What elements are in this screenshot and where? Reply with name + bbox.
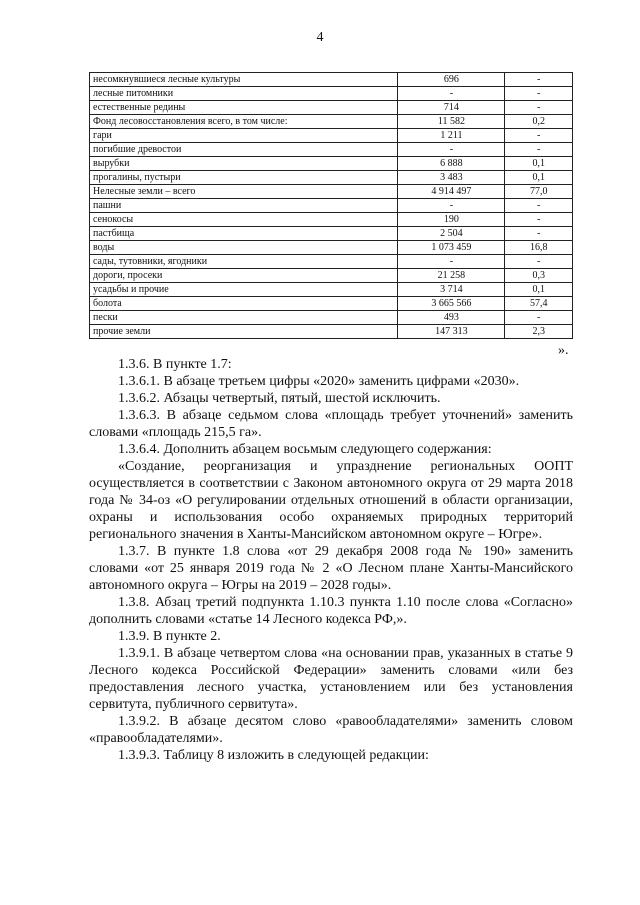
table-row bbox=[90, 227, 573, 241]
paragraph: 1.3.6.1. В абзаце третьем цифры «2020» заменить цифрами «2030». bbox=[118, 374, 520, 389]
table-row bbox=[90, 213, 573, 227]
table-row bbox=[90, 199, 573, 213]
row-name-cell: пастбища bbox=[90, 227, 398, 241]
paragraph: 1.3.6.3. В абзаце седьмом слова «площадь требует уточнений» заменить словами «площадь 215,5 га». bbox=[89, 408, 573, 440]
table-row bbox=[90, 255, 573, 269]
row-percent-cell: 57,4 bbox=[505, 297, 573, 311]
row-percent-cell: - bbox=[505, 143, 573, 157]
table-row bbox=[90, 157, 573, 171]
row-percent-cell: - bbox=[505, 73, 573, 87]
row-percent-cell: - bbox=[505, 311, 573, 325]
table-row bbox=[90, 325, 573, 339]
row-area-cell: - bbox=[398, 199, 505, 213]
row-area-cell: 3 714 bbox=[398, 283, 505, 297]
row-area-cell: 6 888 bbox=[398, 157, 505, 171]
row-area-cell: 147 313 bbox=[398, 325, 505, 339]
table-row bbox=[90, 241, 573, 255]
row-percent-cell: - bbox=[505, 87, 573, 101]
row-percent-cell: 16,8 bbox=[505, 241, 573, 255]
row-percent-cell: - bbox=[505, 129, 573, 143]
amendment-text bbox=[89, 356, 573, 764]
paragraph: 1.3.7. В пункте 1.8 слова «от 29 декабря 2008 года № 190» заменить словами «от 25 января 2019 года № 2 «О Лесном плане Ханты-Мансийского автономного округа – Югры на 2019 – 2028 годы». bbox=[89, 544, 573, 593]
row-area-cell: 714 bbox=[398, 101, 505, 115]
row-name-cell: Фонд лесовосстановления всего, в том числе: bbox=[90, 115, 398, 129]
table-row bbox=[90, 311, 573, 325]
row-percent-cell: 0,2 bbox=[505, 115, 573, 129]
row-name-cell: несомкнувшиеся лесные культуры bbox=[90, 73, 398, 87]
row-area-cell: 3 483 bbox=[398, 171, 505, 185]
paragraph: 1.3.9.1. В абзаце четвертом слова «на основании прав, указанных в статье 9 Лесного кодекса Российской Федерации» заменить словами «или без предоставления лесного участка, установлением или без установления сервитута, публичного сервитута». bbox=[89, 646, 573, 712]
row-percent-cell: - bbox=[505, 199, 573, 213]
row-name-cell: усадьбы и прочие bbox=[90, 283, 398, 297]
row-area-cell: - bbox=[398, 87, 505, 101]
row-percent-cell: 2,3 bbox=[505, 325, 573, 339]
row-area-cell: 11 582 bbox=[398, 115, 505, 129]
row-area-cell: 3 665 566 bbox=[398, 297, 505, 311]
row-name-cell: сады, тутовники, ягодники bbox=[90, 255, 398, 269]
table-row bbox=[90, 283, 573, 297]
row-area-cell: - bbox=[398, 255, 505, 269]
paragraph: 1.3.8. Абзац третий подпункта 1.10.3 пункта 1.10 после слова «Согласно» дополнить словами «статье 14 Лесного кодекса РФ,». bbox=[89, 595, 573, 627]
paragraph: 1.3.6. В пункте 1.7: bbox=[118, 357, 232, 372]
row-name-cell: воды bbox=[90, 241, 398, 255]
table-row bbox=[90, 87, 573, 101]
paragraph: 1.3.9.3. Таблицу 8 изложить в следующей редакции: bbox=[118, 748, 429, 763]
table-row bbox=[90, 115, 573, 129]
land-fund-table bbox=[89, 72, 573, 339]
row-name-cell: прочие земли bbox=[90, 325, 398, 339]
row-area-cell: 696 bbox=[398, 73, 505, 87]
paragraph: 1.3.6.4. Дополнить абзацем восьмым следующего содержания: bbox=[118, 442, 492, 457]
paragraph: «Создание, реорганизация и упразднение региональных ООПТ осуществляется в соответствии с Законом автономного округа от 29 марта 2018 года № 34-оз «О регулировании отдельных отношений в области организации, охраны и использования особо охраняемых природных территорий регионального значения в Ханты-Мансийском автономном округе – Югре». bbox=[89, 459, 573, 542]
paragraph: 1.3.9. В пункте 2. bbox=[118, 629, 221, 644]
table-row bbox=[90, 101, 573, 115]
row-name-cell: вырубки bbox=[90, 157, 398, 171]
row-name-cell: пашни bbox=[90, 199, 398, 213]
row-name-cell: погибшие древостои bbox=[90, 143, 398, 157]
row-percent-cell: - bbox=[505, 213, 573, 227]
row-percent-cell: - bbox=[505, 227, 573, 241]
table-row bbox=[90, 269, 573, 283]
row-area-cell: - bbox=[398, 143, 505, 157]
row-name-cell: прогалины, пустыри bbox=[90, 171, 398, 185]
row-name-cell: пески bbox=[90, 311, 398, 325]
row-percent-cell: 77,0 bbox=[505, 185, 573, 199]
row-percent-cell: - bbox=[505, 255, 573, 269]
row-name-cell: естественные редины bbox=[90, 101, 398, 115]
row-percent-cell: - bbox=[505, 101, 573, 115]
row-area-cell: 493 bbox=[398, 311, 505, 325]
row-percent-cell: 0,1 bbox=[505, 171, 573, 185]
table-row bbox=[90, 171, 573, 185]
table-row bbox=[90, 143, 573, 157]
row-percent-cell: 0,1 bbox=[505, 283, 573, 297]
row-area-cell: 1 073 459 bbox=[398, 241, 505, 255]
row-area-cell: 2 504 bbox=[398, 227, 505, 241]
paragraph: 1.3.9.2. В абзаце десятом слово «равообладателями» заменить словом «правообладателями». bbox=[89, 714, 573, 746]
row-percent-cell: 0,1 bbox=[505, 157, 573, 171]
paragraph: 1.3.6.2. Абзацы четвертый, пятый, шестой исключить. bbox=[118, 391, 441, 406]
row-area-cell: 190 bbox=[398, 213, 505, 227]
row-name-cell: лесные питомники bbox=[90, 87, 398, 101]
row-name-cell: гари bbox=[90, 129, 398, 143]
closing-quote: ». bbox=[558, 343, 569, 358]
row-name-cell: дороги, просеки bbox=[90, 269, 398, 283]
row-area-cell: 4 914 497 bbox=[398, 185, 505, 199]
row-area-cell: 21 258 bbox=[398, 269, 505, 283]
table-row bbox=[90, 73, 573, 87]
table-row bbox=[90, 129, 573, 143]
page-number: 4 bbox=[316, 30, 324, 45]
table-row bbox=[90, 297, 573, 311]
row-name-cell: сенокосы bbox=[90, 213, 398, 227]
table-row bbox=[90, 185, 573, 199]
row-name-cell: болота bbox=[90, 297, 398, 311]
row-percent-cell: 0,3 bbox=[505, 269, 573, 283]
row-area-cell: 1 211 bbox=[398, 129, 505, 143]
row-name-cell: Нелесные земли – всего bbox=[90, 185, 398, 199]
